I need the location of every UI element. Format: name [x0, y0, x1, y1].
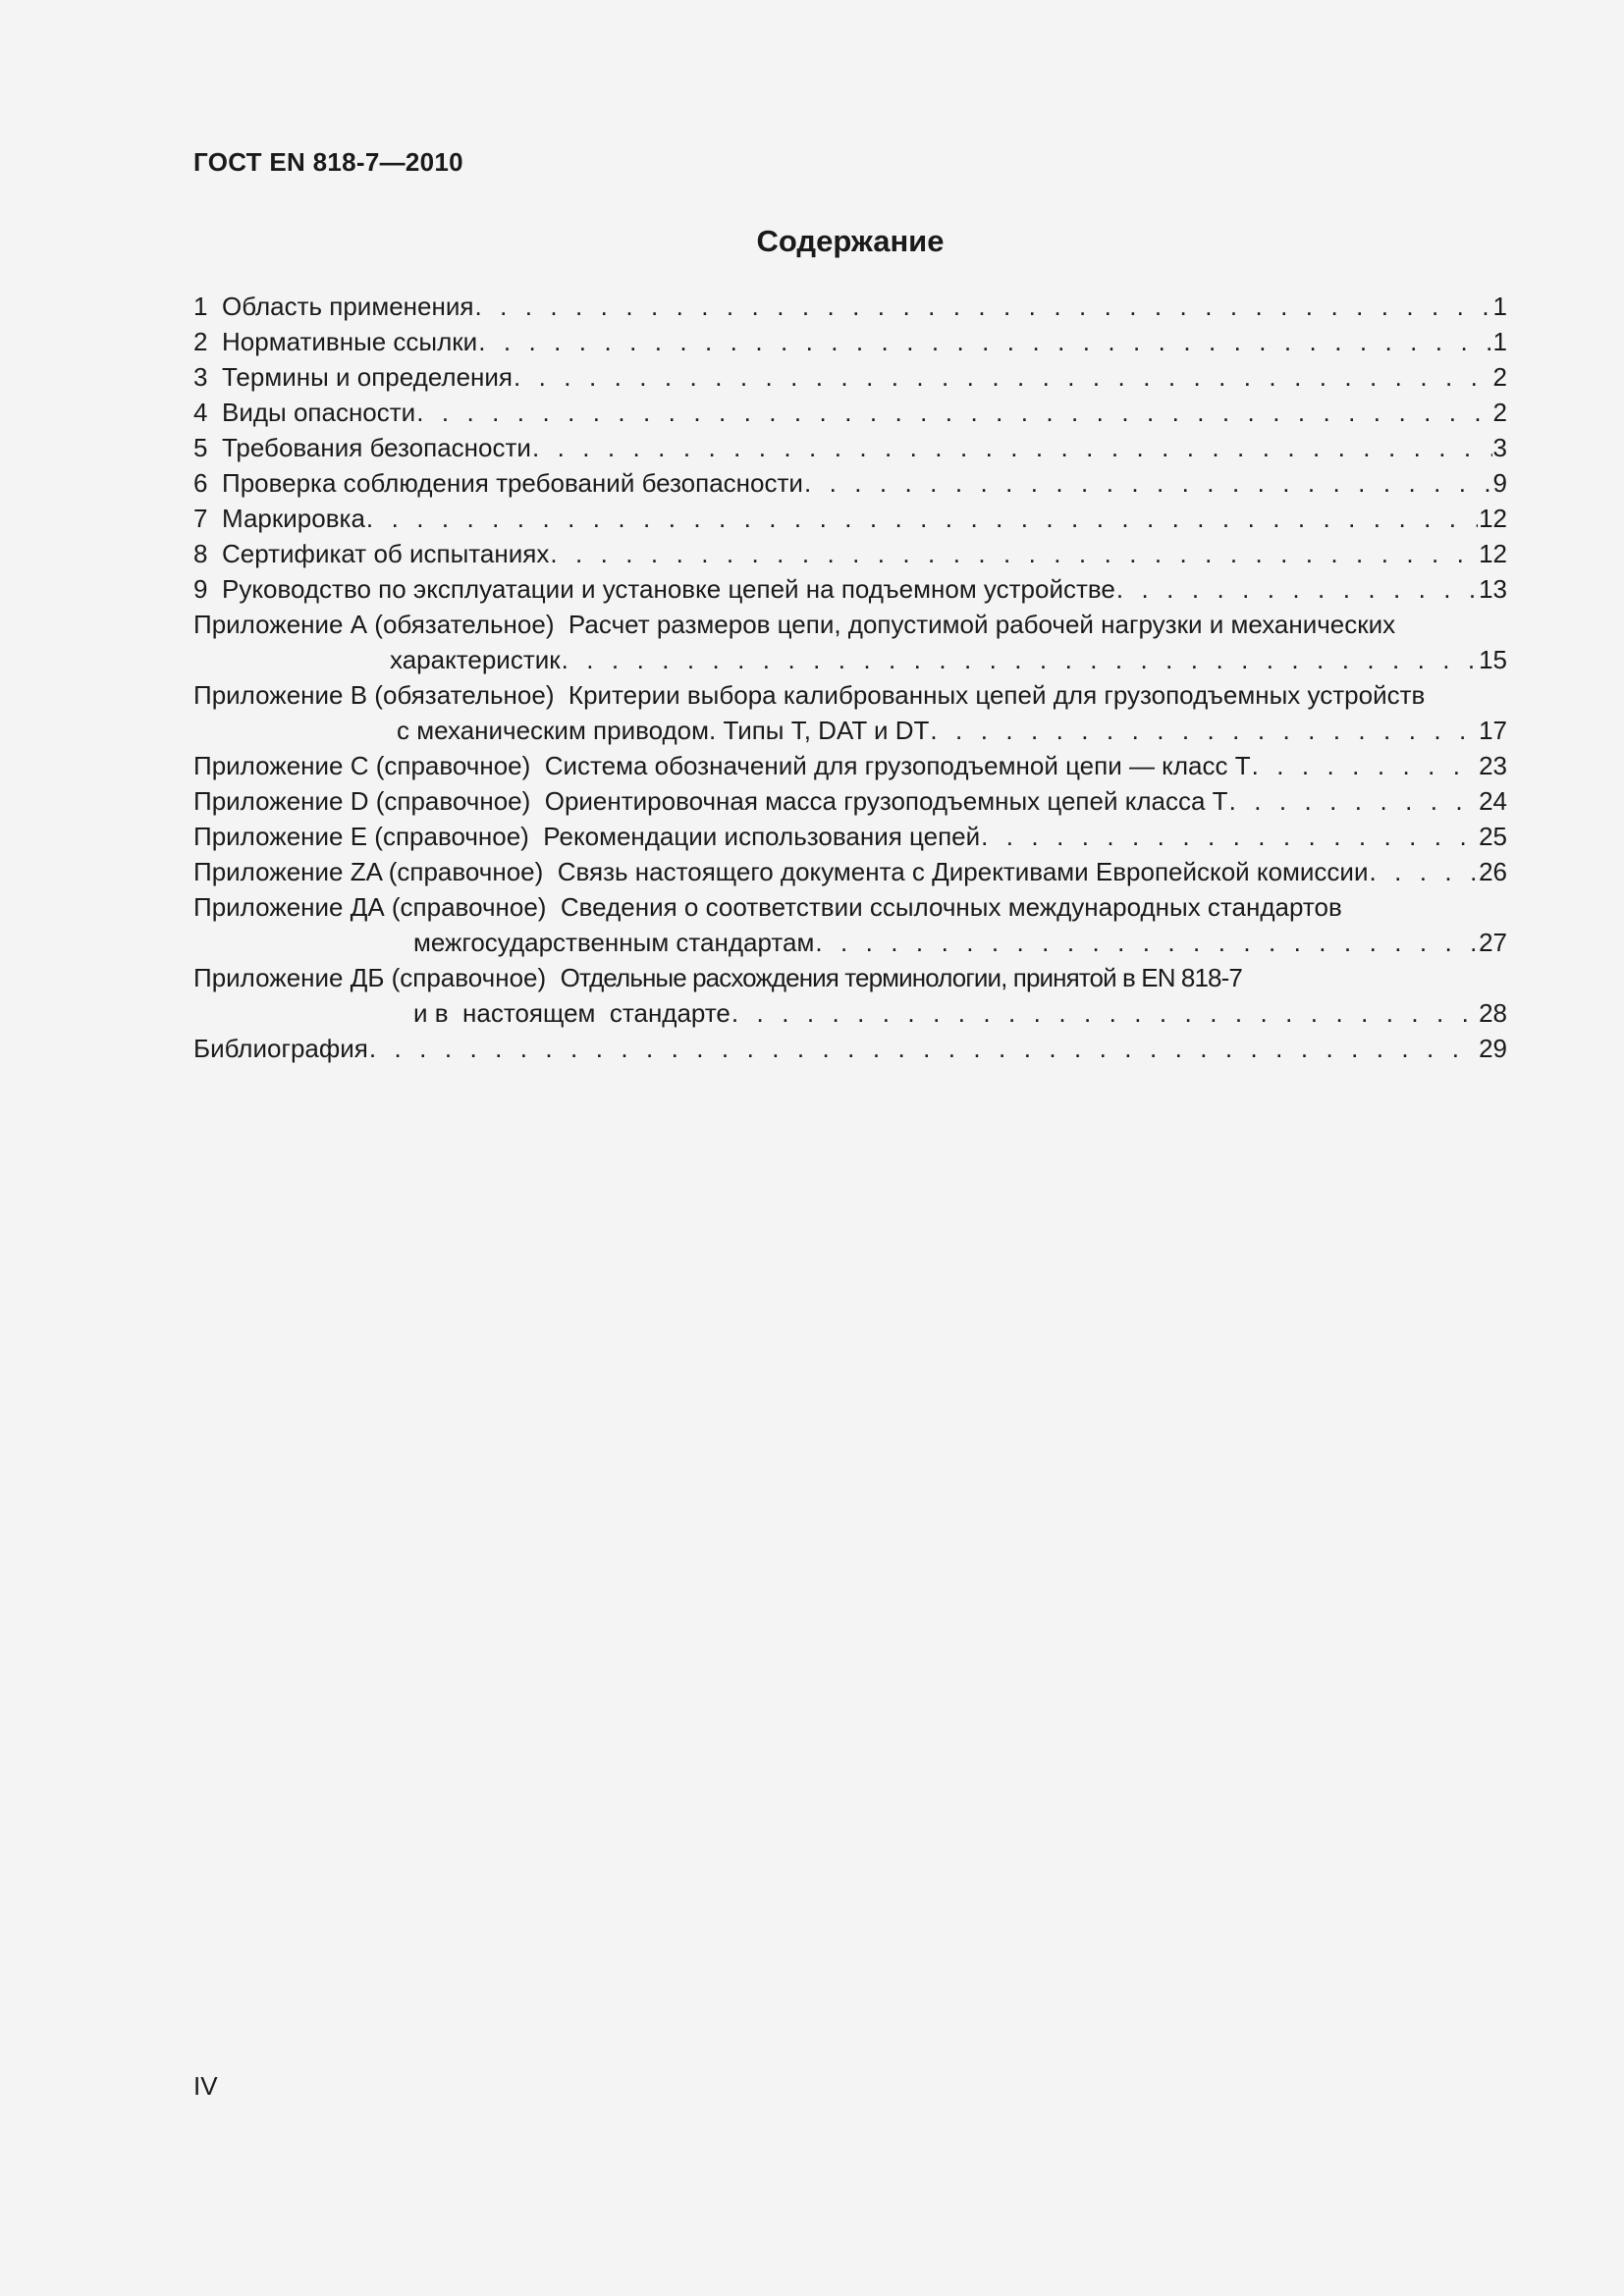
- toc-entry-label: Приложение D (справочное) Ориентировочная масса грузоподъемных цепей класса Т: [193, 786, 1228, 816]
- toc-entry-page: 1: [1492, 292, 1507, 321]
- toc-entry-page: 12: [1479, 504, 1507, 533]
- toc-entry-page: 25: [1479, 822, 1507, 851]
- toc-entry-5[interactable]: [193, 430, 1507, 465]
- toc-entry-label: Область применения: [222, 292, 474, 321]
- toc-bibliography[interactable]: [193, 1031, 1507, 1066]
- document-header: ГОСТ EN 818-7—2010: [193, 147, 463, 177]
- toc-entry-number: 6: [193, 468, 208, 498]
- toc-entry-label: Руководство по эксплуатации и установке цепей на подъемном устройстве: [222, 574, 1115, 604]
- toc-entry-label: Приложение ДБ (справочное): [193, 963, 561, 992]
- toc-appendix-db[interactable]: [193, 960, 1507, 995]
- page-number: IV: [193, 2071, 218, 2101]
- dot-leader: [815, 925, 1478, 960]
- toc-entry-page: 17: [1479, 716, 1507, 745]
- toc-entry-label: Маркировка: [222, 504, 365, 533]
- toc-entry-label: с механическим приводом. Типы T, DAT и DT: [397, 716, 930, 745]
- dot-leader: [532, 430, 1492, 465]
- toc-entry-number: 7: [193, 504, 208, 533]
- toc-entry-page: 24: [1479, 786, 1507, 816]
- dot-leader: [562, 642, 1478, 677]
- toc-entry-page: 2: [1492, 398, 1507, 427]
- toc-entry-label: межгосударственным стандартам: [413, 928, 815, 957]
- toc-entry-label: Приложение А (обязательное) Расчет размеров цепи, допустимой рабочей нагрузки и механических: [193, 610, 1396, 639]
- toc-entry-label-condensed: Отдельные расхождения терминологии, принятой в EN 818-7: [560, 963, 1242, 992]
- toc-entry-4[interactable]: [193, 395, 1507, 430]
- dot-leader: [1229, 783, 1479, 819]
- toc-entry-label: Приложение С (справочное) Система обозначений для грузоподъемной цепи — класс Т: [193, 751, 1251, 780]
- toc-entry-3[interactable]: [193, 359, 1507, 395]
- toc-entry-number: 8: [193, 539, 208, 568]
- dot-leader: [514, 359, 1492, 395]
- dot-leader: [731, 995, 1478, 1031]
- dot-leader: [981, 819, 1478, 854]
- toc-entry-number: 2: [193, 327, 208, 356]
- page-title: Содержание: [756, 224, 945, 258]
- toc-entry-2[interactable]: [193, 324, 1507, 359]
- toc-entry-9[interactable]: [193, 571, 1507, 607]
- toc-entry-page: 27: [1479, 928, 1507, 957]
- toc-entry-page: 3: [1492, 433, 1507, 462]
- toc-entry-8[interactable]: [193, 536, 1507, 571]
- toc-entry-page: 23: [1479, 751, 1507, 780]
- dot-leader: [478, 324, 1491, 359]
- toc-entry-page: 1: [1492, 327, 1507, 356]
- toc-entry-label: Библиография: [193, 1034, 368, 1063]
- toc-entry-label: Проверка соблюдения требований безопасности: [222, 468, 803, 498]
- dot-leader: [474, 289, 1491, 324]
- dot-leader: [369, 1031, 1478, 1066]
- toc-entry-label: Сертификат об испытаниях: [222, 539, 550, 568]
- toc-appendix-e[interactable]: [193, 819, 1507, 854]
- toc-appendix-b-continuation[interactable]: [193, 713, 1507, 748]
- toc-entry-number: 4: [193, 398, 208, 427]
- toc-entry-number: 3: [193, 362, 208, 392]
- toc-appendix-d[interactable]: [193, 783, 1507, 819]
- toc-entry-label: Приложение Е (справочное) Рекомендации использования цепей: [193, 822, 981, 851]
- toc-entry-6[interactable]: [193, 465, 1507, 501]
- toc-appendix-da[interactable]: [193, 889, 1507, 925]
- dot-leader: [1252, 748, 1478, 783]
- toc-entry-label: Приложение ZA (справочное) Связь настоящего документа с Директивами Европейской комиссии: [193, 857, 1369, 886]
- toc-entry-label: Приложение В (обязательное) Критерии выбора калиброванных цепей для грузоподъемных устройств: [193, 680, 1426, 710]
- toc-appendix-a[interactable]: [193, 607, 1507, 642]
- toc-entry-label: характеристик: [390, 645, 561, 674]
- toc-entry-page: 12: [1479, 539, 1507, 568]
- toc-entry-page: 13: [1479, 574, 1507, 604]
- toc-entry-page: 2: [1492, 362, 1507, 392]
- toc-entry-label: Приложение ДА (справочное) Сведения о соответствии ссылочных международных стандартов: [193, 892, 1342, 922]
- toc-entry-label: Требования безопасности: [222, 433, 531, 462]
- dot-leader: [804, 465, 1492, 501]
- toc-appendix-a-continuation[interactable]: [193, 642, 1507, 677]
- toc-entry-page: 15: [1479, 645, 1507, 674]
- toc-entry-number: 9: [193, 574, 208, 604]
- dot-leader: [416, 395, 1491, 430]
- toc-appendix-da-continuation[interactable]: [193, 925, 1507, 960]
- toc-appendix-db-continuation[interactable]: [193, 995, 1507, 1031]
- toc-entry-label: Нормативные ссылки: [222, 327, 478, 356]
- dot-leader: [930, 713, 1478, 748]
- toc-entry-label: Термины и определения: [222, 362, 514, 392]
- toc-entry-page: 28: [1479, 998, 1507, 1028]
- toc-entry-page: 26: [1479, 857, 1507, 886]
- dot-leader: [366, 501, 1478, 536]
- toc-entry-number: 1: [193, 292, 208, 321]
- toc-appendix-c[interactable]: [193, 748, 1507, 783]
- toc-appendix-b[interactable]: [193, 677, 1507, 713]
- table-of-contents: [193, 289, 1507, 1066]
- toc-entry-label: и в настоящем стандарте: [413, 998, 731, 1028]
- toc-appendix-za[interactable]: [193, 854, 1507, 889]
- toc-entry-page: 9: [1492, 468, 1507, 498]
- dot-leader: [1116, 571, 1478, 607]
- toc-entry-page: 29: [1479, 1034, 1507, 1063]
- toc-entry-7[interactable]: [193, 501, 1507, 536]
- dot-leader: [550, 536, 1478, 571]
- toc-entry-1[interactable]: [193, 289, 1507, 324]
- toc-entry-number: 5: [193, 433, 208, 462]
- dot-leader: [1369, 854, 1478, 889]
- toc-entry-label: Виды опасности: [222, 398, 416, 427]
